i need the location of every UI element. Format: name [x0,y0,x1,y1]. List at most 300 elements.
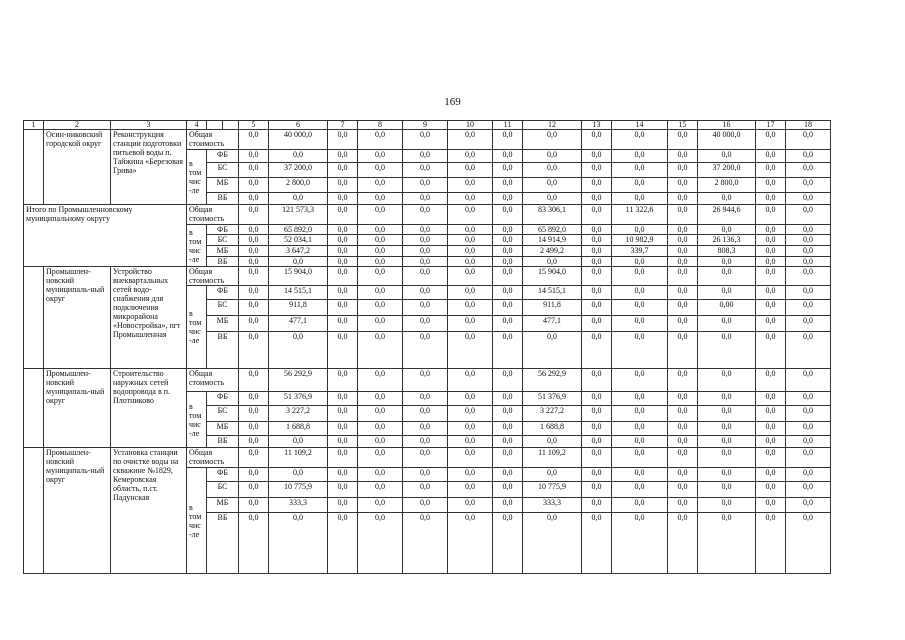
value-cell: 0,0 [239,267,269,286]
value-cell: 0,0 [358,235,403,246]
value-cell: 65 892,0 [523,225,582,235]
value-cell: 0,0 [269,468,328,482]
value-cell: 0,0 [523,436,582,448]
value-cell: 0,0 [756,513,786,574]
value-cell: 10 775,9 [269,482,328,498]
value-cell: 0,0 [612,436,668,448]
value-cell: 83 306,1 [523,205,582,225]
value-cell: 37 200,0 [269,163,328,178]
value-cell: 477,1 [523,316,582,332]
value-cell: 0,0 [239,448,269,468]
value-cell: 0,0 [403,267,448,286]
value-cell: 0,0 [328,369,358,392]
value-cell: 0,0 [698,193,756,205]
table-row [24,369,831,392]
funding-source-label: БС [207,300,239,316]
value-cell: 0,0 [239,482,269,498]
value-cell: 0,0 [612,316,668,332]
value-cell: 0,0 [582,300,612,316]
value-cell: 0,0 [668,300,698,316]
value-cell: 0,0 [328,178,358,193]
value-cell: 26 136,3 [698,235,756,246]
value-cell: 40 000,0 [698,130,756,150]
value-cell: 0,0 [668,257,698,267]
value-cell: 0,0 [668,130,698,150]
header-cell: 14 [612,121,668,130]
municipality-cell: Осин-никовский городской округ [44,130,111,205]
value-cell: 0,0 [756,422,786,436]
value-cell: 0,0 [582,513,612,574]
value-cell: 0,0 [756,332,786,369]
value-cell: 0,0 [493,225,523,235]
total-cost-label: Общая стоимость [187,205,239,225]
value-cell: 3 647,2 [269,246,328,257]
value-cell: 0,0 [269,193,328,205]
value-cell: 0,0 [756,316,786,332]
value-cell: 0,0 [448,392,493,406]
value-cell: 11 322,6 [612,205,668,225]
total-cost-label: Общая стоимость [187,267,239,286]
funding-source-label: ВБ [207,257,239,267]
value-cell: 0,0 [786,130,831,150]
value-cell: 0,0 [239,436,269,448]
value-cell: 0,0 [328,406,358,422]
value-cell: 0,0 [698,468,756,482]
value-cell: 0,0 [786,300,831,316]
value-cell: 0,0 [698,369,756,392]
project-cell: Устройство внеквартальных сетей водо-снабжения для подключения микрорайона «Новостройка», пгт Промышленная [111,267,187,369]
value-cell: 0,0 [698,225,756,235]
value-cell: 0,0 [358,482,403,498]
value-cell: 0,0 [612,130,668,150]
value-cell: 0,0 [269,150,328,163]
value-cell: 333,3 [269,498,328,513]
value-cell: 0,0 [448,498,493,513]
value-cell: 0,0 [612,468,668,482]
value-cell: 0,0 [239,225,269,235]
value-cell: 0,0 [698,332,756,369]
number-cell [24,130,44,205]
value-cell: 0,0 [756,482,786,498]
including-label: в том чис -ле [187,150,207,205]
value-cell: 0,0 [328,482,358,498]
value-cell: 14 515,1 [523,286,582,300]
value-cell: 0,0 [786,178,831,193]
value-cell: 0,0 [403,225,448,235]
value-cell: 0,0 [448,468,493,482]
value-cell: 0,0 [612,498,668,513]
value-cell: 0,0 [582,205,612,225]
funding-source-label: БС [207,482,239,498]
project-cell: Реконструкция станции подготовки питьевой воды п. Тайжина «Березовая Грива» [111,130,187,205]
value-cell: 0,0 [756,246,786,257]
value-cell: 0,0 [239,205,269,225]
municipality-cell: Промышлен-новский муниципаль-ный округ [44,369,111,448]
value-cell: 0,0 [239,369,269,392]
value-cell: 0,0 [493,406,523,422]
funding-source-label: ВБ [207,436,239,448]
value-cell: 0,0 [493,316,523,332]
value-cell: 0,0 [493,498,523,513]
value-cell: 0,0 [523,257,582,267]
value-cell: 121 573,3 [269,205,328,225]
value-cell: 26 944,6 [698,205,756,225]
value-cell: 0,0 [269,257,328,267]
value-cell: 40 000,0 [269,130,328,150]
value-cell: 0,0 [403,422,448,436]
total-cost-label: Общая стоимость [187,369,239,392]
value-cell: 10 982,9 [612,235,668,246]
value-cell: 0,0 [448,332,493,369]
value-cell: 0,0 [358,150,403,163]
value-cell: 0,0 [786,436,831,448]
value-cell: 0,0 [523,163,582,178]
header-cell: 6 [269,121,328,130]
value-cell: 0,0 [493,482,523,498]
value-cell: 0,0 [403,163,448,178]
total-cost-label: Общая стоимость [187,448,239,468]
value-cell: 14 515,1 [269,286,328,300]
value-cell: 0,0 [786,406,831,422]
value-cell: 0,0 [403,246,448,257]
value-cell: 0,0 [612,257,668,267]
value-cell: 0,0 [786,369,831,392]
table-row [24,448,831,468]
value-cell: 0,0 [668,286,698,300]
value-cell: 0,0 [239,422,269,436]
value-cell: 0,0 [403,193,448,205]
value-cell: 0,0 [328,193,358,205]
value-cell: 0,0 [358,369,403,392]
header-cell: 17 [756,121,786,130]
funding-source-label: МБ [207,316,239,332]
value-cell: 0,0 [493,422,523,436]
value-cell: 0,0 [582,257,612,267]
value-cell: 0,0 [239,178,269,193]
header-cell [223,121,239,130]
funding-source-label: МБ [207,422,239,436]
header-cell: 18 [786,121,831,130]
header-cell: 16 [698,121,756,130]
value-cell: 0,0 [239,513,269,574]
value-cell: 0,0 [582,468,612,482]
funding-source-label: ФБ [207,392,239,406]
value-cell: 0,0 [358,436,403,448]
value-cell: 0,0 [668,369,698,392]
including-label: в том чис -ле [187,286,207,369]
value-cell: 0,0 [403,436,448,448]
value-cell: 0,0 [612,406,668,422]
value-cell: 0,0 [612,369,668,392]
value-cell: 0,0 [786,246,831,257]
value-cell: 0,0 [523,130,582,150]
value-cell: 0,0 [269,436,328,448]
project-cell: Установка станции по очистке воды на скважине №1829, Кемеровская область, п.ст. Падунская [111,448,187,574]
value-cell: 0,0 [448,257,493,267]
value-cell: 0,0 [403,257,448,267]
value-cell: 0,0 [448,422,493,436]
value-cell: 0,0 [756,163,786,178]
value-cell: 0,0 [582,130,612,150]
value-cell: 0,0 [612,193,668,205]
value-cell: 0,0 [582,332,612,369]
value-cell: 0,0 [612,332,668,369]
value-cell: 0,0 [668,422,698,436]
value-cell: 0,0 [269,332,328,369]
value-cell: 0,0 [612,163,668,178]
value-cell: 0,0 [239,193,269,205]
value-cell: 0,0 [786,422,831,436]
value-cell: 0,0 [239,235,269,246]
value-cell: 0,0 [448,130,493,150]
value-cell: 0,0 [612,267,668,286]
value-cell: 0,0 [668,246,698,257]
value-cell: 0,0 [582,406,612,422]
value-cell: 0,0 [523,513,582,574]
value-cell: 0,0 [239,300,269,316]
value-cell: 0,0 [403,406,448,422]
value-cell: 0,0 [403,448,448,468]
value-cell: 0,0 [756,257,786,267]
value-cell: 0,0 [403,369,448,392]
value-cell: 2 499,2 [523,246,582,257]
value-cell: 0,0 [328,436,358,448]
value-cell: 0,0 [786,482,831,498]
value-cell: 0,0 [448,205,493,225]
funding-source-label: МБ [207,178,239,193]
value-cell: 15 904,0 [523,267,582,286]
value-cell: 0,0 [698,513,756,574]
value-cell: 0,0 [582,482,612,498]
value-cell: 0,0 [328,422,358,436]
value-cell: 0,0 [668,498,698,513]
value-cell: 0,0 [668,205,698,225]
value-cell: 3 227,2 [523,406,582,422]
table-row [24,130,831,150]
value-cell: 0,0 [698,316,756,332]
value-cell: 0,0 [612,300,668,316]
value-cell: 11 109,2 [269,448,328,468]
value-cell: 0,0 [786,392,831,406]
value-cell: 0,0 [493,468,523,482]
value-cell: 0,0 [582,369,612,392]
value-cell: 0,0 [786,316,831,332]
value-cell: 0,0 [448,178,493,193]
header-cell: 7 [328,121,358,130]
value-cell: 0,0 [698,150,756,163]
value-cell: 0,0 [358,257,403,267]
value-cell: 0,0 [668,235,698,246]
value-cell: 0,0 [448,267,493,286]
header-cell: 12 [523,121,582,130]
value-cell: 0,0 [523,193,582,205]
value-cell: 0,0 [668,316,698,332]
value-cell: 0,0 [239,316,269,332]
value-cell: 0,0 [668,392,698,406]
header-cell: 15 [668,121,698,130]
funding-source-label: ВБ [207,193,239,205]
value-cell: 0,0 [756,267,786,286]
value-cell: 0,0 [239,286,269,300]
value-cell: 0,00 [698,300,756,316]
value-cell: 0,0 [668,150,698,163]
value-cell: 0,0 [756,205,786,225]
value-cell: 0,0 [239,130,269,150]
value-cell: 0,0 [448,300,493,316]
value-cell: 0,0 [239,392,269,406]
value-cell: 0,0 [786,205,831,225]
value-cell: 0,0 [756,150,786,163]
value-cell: 0,0 [493,193,523,205]
value-cell: 0,0 [582,178,612,193]
value-cell: 0,0 [328,316,358,332]
value-cell: 0,0 [582,163,612,178]
value-cell: 0,0 [582,246,612,257]
funding-source-label: ФБ [207,286,239,300]
value-cell: 0,0 [786,235,831,246]
value-cell: 0,0 [358,286,403,300]
value-cell: 0,0 [358,316,403,332]
value-cell: 0,0 [448,369,493,392]
value-cell: 0,0 [698,267,756,286]
funding-source-label: МБ [207,498,239,513]
value-cell: 3 227,2 [269,406,328,422]
value-cell: 0,0 [756,468,786,482]
including-label: в том чис -ле [187,468,207,574]
value-cell: 0,0 [582,225,612,235]
value-cell: 0,0 [358,406,403,422]
value-cell: 0,0 [403,513,448,574]
value-cell: 0,0 [328,468,358,482]
value-cell: 0,0 [668,468,698,482]
value-cell: 0,0 [448,436,493,448]
value-cell: 0,0 [358,332,403,369]
value-cell: 0,0 [448,482,493,498]
value-cell: 0,0 [328,235,358,246]
value-cell: 0,0 [239,332,269,369]
value-cell: 0,0 [582,286,612,300]
value-cell: 0,0 [582,498,612,513]
value-cell: 911,8 [269,300,328,316]
budget-table [23,120,831,574]
value-cell: 0,0 [668,267,698,286]
value-cell: 0,0 [448,316,493,332]
value-cell: 0,0 [358,392,403,406]
value-cell: 0,0 [756,225,786,235]
value-cell: 0,0 [403,178,448,193]
value-cell: 0,0 [523,332,582,369]
total-cost-label: Общая стоимость [187,130,239,150]
value-cell: 0,0 [493,300,523,316]
value-cell: 0,0 [612,392,668,406]
value-cell: 0,0 [328,300,358,316]
municipality-cell: Промышлен-новский муниципаль-ный округ [44,267,111,369]
value-cell: 0,0 [328,150,358,163]
value-cell: 15 904,0 [269,267,328,286]
value-cell: 0,0 [358,163,403,178]
value-cell: 0,0 [786,332,831,369]
header-cell: 8 [358,121,403,130]
number-cell [24,448,44,574]
value-cell: 0,0 [239,406,269,422]
value-cell: 0,0 [668,178,698,193]
value-cell: 0,0 [786,257,831,267]
value-cell: 0,0 [786,286,831,300]
value-cell: 0,0 [786,468,831,482]
value-cell: 333,3 [523,498,582,513]
value-cell: 0,0 [698,436,756,448]
value-cell: 0,0 [358,246,403,257]
funding-source-label: ФБ [207,468,239,482]
value-cell: 0,0 [756,392,786,406]
header-cell: 11 [493,121,523,130]
value-cell: 0,0 [668,448,698,468]
value-cell: 0,0 [448,235,493,246]
value-cell: 0,0 [698,257,756,267]
value-cell: 0,0 [328,257,358,267]
header-cell: 5 [239,121,269,130]
value-cell: 0,0 [612,286,668,300]
value-cell: 0,0 [698,498,756,513]
header-cell: 9 [403,121,448,130]
value-cell: 0,0 [328,513,358,574]
value-cell: 0,0 [358,193,403,205]
value-cell: 0,0 [668,193,698,205]
value-cell: 0,0 [756,300,786,316]
value-cell: 911,8 [523,300,582,316]
value-cell: 0,0 [698,422,756,436]
value-cell: 0,0 [612,178,668,193]
header-cell [207,121,223,130]
value-cell: 0,0 [403,468,448,482]
value-cell: 0,0 [493,513,523,574]
value-cell: 0,0 [612,482,668,498]
value-cell: 65 892,0 [269,225,328,235]
value-cell: 0,0 [358,448,403,468]
value-cell: 0,0 [448,246,493,257]
value-cell: 0,0 [612,422,668,436]
value-cell: 0,0 [493,436,523,448]
value-cell: 0,0 [786,163,831,178]
value-cell: 0,0 [756,369,786,392]
value-cell: 0,0 [582,193,612,205]
value-cell: 0,0 [612,513,668,574]
value-cell: 0,0 [239,468,269,482]
funding-source-label: БС [207,235,239,246]
value-cell: 0,0 [582,448,612,468]
funding-source-label: ВБ [207,513,239,574]
value-cell: 0,0 [358,205,403,225]
value-cell: 0,0 [403,235,448,246]
value-cell: 0,0 [403,205,448,225]
value-cell: 0,0 [239,257,269,267]
value-cell: 0,0 [328,332,358,369]
header-row [24,121,831,130]
value-cell: 0,0 [328,267,358,286]
header-cell: 3 [111,121,187,130]
value-cell: 0,0 [328,392,358,406]
header-cell: 1 [24,121,44,130]
value-cell: 0,0 [698,406,756,422]
value-cell: 0,0 [448,286,493,300]
value-cell: 56 292,9 [523,369,582,392]
value-cell: 2 800,0 [698,178,756,193]
value-cell: 0,0 [328,498,358,513]
number-cell [24,267,44,369]
municipality-cell: Промышлен-новский муниципаль-ный округ [44,448,111,574]
value-cell: 0,0 [403,286,448,300]
value-cell: 51 376,9 [269,392,328,406]
